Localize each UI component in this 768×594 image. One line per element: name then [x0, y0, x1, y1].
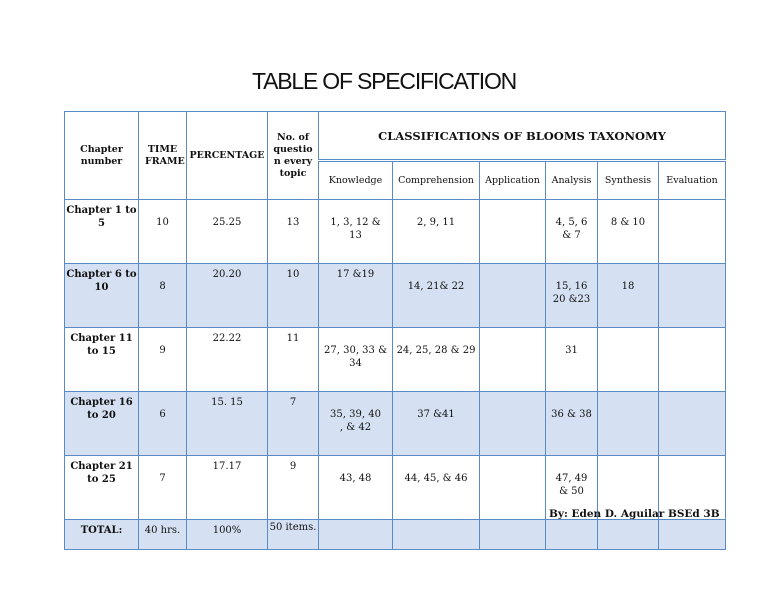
evaluation-cell — [659, 392, 726, 456]
specification-table — [64, 111, 726, 550]
synthesis-cell: 18 — [598, 264, 659, 328]
page-title: TABLE OF SPECIFICATION — [251, 68, 517, 94]
analysis-cell: 31 — [546, 328, 598, 392]
table-row — [65, 328, 726, 392]
comprehension-cell: 37 &41 — [393, 392, 480, 456]
header-percentage: PERCENTAGE — [187, 112, 268, 200]
items-cell: 11 — [268, 328, 319, 392]
percent-cell: 15. 15 — [187, 392, 268, 456]
total-analysis — [546, 520, 598, 550]
knowledge-cell: 1, 3, 12 & 13 — [319, 200, 393, 264]
items-cell: 7 — [268, 392, 319, 456]
application-cell — [480, 456, 546, 520]
percent-cell: 22.22 — [187, 328, 268, 392]
total-knowledge — [319, 520, 393, 550]
comprehension-cell: 2, 9, 11 — [393, 200, 480, 264]
chapter-cell: Chapter 6 to 10 — [65, 264, 139, 328]
knowledge-cell: 35, 39, 40 , & 42 — [319, 392, 393, 456]
header-row — [65, 112, 726, 161]
synthesis-cell — [598, 392, 659, 456]
header-chapter: Chapter number — [65, 112, 139, 200]
application-cell — [480, 392, 546, 456]
evaluation-cell — [659, 328, 726, 392]
total-synthesis — [598, 520, 659, 550]
header-time-frame: TIME FRAME — [139, 112, 187, 200]
table-row — [65, 200, 726, 264]
author-credit: By: Eden D. Aguilar BSEd 3B — [549, 508, 720, 520]
table-row — [65, 264, 726, 328]
total-application — [480, 520, 546, 550]
percent-cell: 20.20 — [187, 264, 268, 328]
comprehension-cell: 44, 45, & 46 — [393, 456, 480, 520]
analysis-cell: 36 & 38 — [546, 392, 598, 456]
header-knowledge: Knowledge — [319, 161, 393, 200]
knowledge-cell: 43, 48 — [319, 456, 393, 520]
header-comprehension: Comprehension — [393, 161, 480, 200]
header-evaluation: Evaluation — [659, 161, 726, 200]
time-cell: 10 — [139, 200, 187, 264]
application-cell — [480, 200, 546, 264]
comprehension-cell: 14, 21& 22 — [393, 264, 480, 328]
application-cell — [480, 264, 546, 328]
time-cell: 9 — [139, 328, 187, 392]
analysis-cell: 4, 5, 6 & 7 — [546, 200, 598, 264]
analysis-cell: 47, 49 & 50 — [546, 456, 598, 520]
chapter-cell: Chapter 1 to 5 — [65, 200, 139, 264]
analysis-cell: 15, 16 20 &23 — [546, 264, 598, 328]
items-cell: 10 — [268, 264, 319, 328]
application-cell — [480, 328, 546, 392]
synthesis-cell: 8 & 10 — [598, 200, 659, 264]
comprehension-cell: 24, 25, 28 & 29 — [393, 328, 480, 392]
time-cell: 7 — [139, 456, 187, 520]
synthesis-cell — [598, 328, 659, 392]
time-cell: 8 — [139, 264, 187, 328]
header-analysis: Analysis — [546, 161, 598, 200]
items-cell: 13 — [268, 200, 319, 264]
evaluation-cell — [659, 264, 726, 328]
total-percent: 100% — [187, 520, 268, 550]
percent-cell: 17.17 — [187, 456, 268, 520]
total-time: 40 hrs. — [139, 520, 187, 550]
knowledge-cell: 17 &19 — [319, 264, 393, 328]
total-items: 50 items. — [268, 520, 319, 550]
header-questions: No. of questio n every topic — [268, 112, 319, 200]
total-row — [65, 520, 726, 550]
knowledge-cell: 27, 30, 33 & 34 — [319, 328, 393, 392]
total-comprehension — [393, 520, 480, 550]
percent-cell: 25.25 — [187, 200, 268, 264]
total-evaluation — [659, 520, 726, 550]
total-label: TOTAL: — [65, 520, 139, 550]
chapter-cell: Chapter 16 to 20 — [65, 392, 139, 456]
evaluation-cell — [659, 200, 726, 264]
time-cell: 6 — [139, 392, 187, 456]
table-row — [65, 392, 726, 456]
header-application: Application — [480, 161, 546, 200]
items-cell: 9 — [268, 456, 319, 520]
chapter-cell: Chapter 11 to 15 — [65, 328, 139, 392]
header-synthesis: Synthesis — [598, 161, 659, 200]
header-classifications: CLASSIFICATIONS OF BLOOMS TAXONOMY — [319, 112, 726, 161]
chapter-cell: Chapter 21 to 25 — [65, 456, 139, 520]
